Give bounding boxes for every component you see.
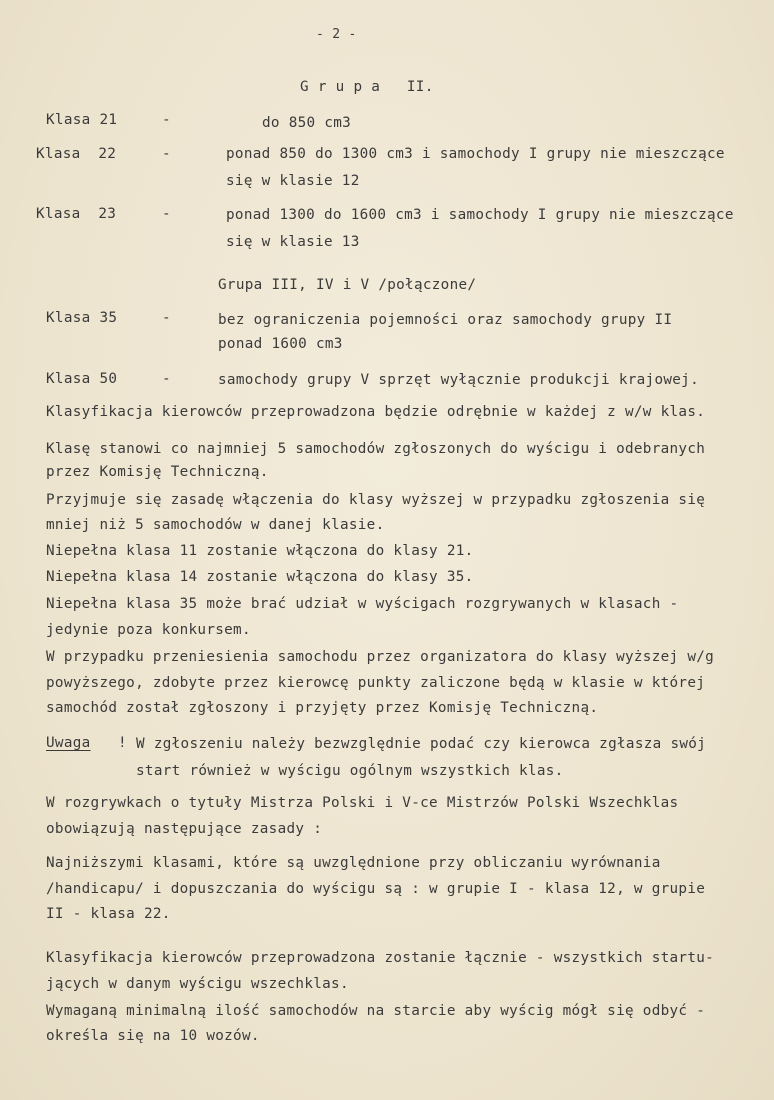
class-label: Klasa 35 <box>46 310 118 326</box>
class-description: samochody grupy V sprzęt wyłącznie produkcji krajowej. <box>218 372 700 388</box>
class-label: Klasa 23 <box>36 206 117 222</box>
body-line: W przypadku przeniesienia samochodu przez organizatora do klasy wyższej w/g <box>46 649 715 665</box>
class-description: się w klasie 13 <box>226 234 360 250</box>
body-line: powyższego, zdobyte przez kierowcę punkty zaliczone będą w klasie w której <box>46 675 706 691</box>
class-dash: - <box>162 310 171 326</box>
body-line: Niepełna klasa 11 zostanie włączona do klasy 21. <box>46 543 474 559</box>
section-title: G r u p a II. <box>300 79 434 95</box>
rules-line: W rozgrywkach o tytuły Mistrza Polski i V-ce Mistrzów Polski Wszechklas <box>46 795 679 811</box>
body-line: Klasyfikacja kierowców przeprowadzona będzie odrębnie w każdej z w/w klas. <box>46 404 706 420</box>
body-line: jedynie poza konkursem. <box>46 622 251 638</box>
class-description: bez ograniczenia pojemności oraz samochody grupy II <box>218 312 673 328</box>
handicap-line: /handicapu/ i dopuszczania do wyścigu są : w grupie I - klasa 12, w grupie <box>46 881 706 897</box>
class-label: Klasa 22 <box>36 146 117 162</box>
class-description: ponad 1600 cm3 <box>218 336 343 352</box>
body-line: przez Komisję Techniczną. <box>46 464 269 480</box>
handicap-line: Najniższymi klasami, które są uwzględnione przy obliczaniu wyrównania <box>46 855 661 871</box>
body-line: mniej niż 5 samochodów w danej klasie. <box>46 517 385 533</box>
note-mark: ! <box>118 735 127 751</box>
note-line: W zgłoszeniu należy bezwzględnie podać czy kierowca zgłasza swój <box>136 736 707 752</box>
class-label: Klasa 21 <box>46 112 118 128</box>
body-line: Niepełna klasa 35 może brać udział w wyścigach rozgrywanych w klasach - <box>46 596 679 612</box>
class-description: ponad 850 do 1300 cm3 i samochody I grupy nie mieszczące <box>226 146 725 162</box>
note-label: Uwaga <box>46 735 91 751</box>
class-description: ponad 1300 do 1600 cm3 i samochody I grupy nie mieszczące <box>226 207 734 223</box>
note-line: start również w wyścigu ogólnym wszystkich klas. <box>136 763 564 779</box>
class-dash: - <box>162 112 171 128</box>
handicap-line: II - klasa 22. <box>46 906 171 922</box>
class-label: Klasa 50 <box>46 371 118 387</box>
class-dash: - <box>162 206 171 222</box>
final-line: określa się na 10 wozów. <box>46 1028 260 1044</box>
rules-line: obowiązują następujące zasady : <box>46 821 323 837</box>
page-number: - 2 - <box>316 27 357 42</box>
class-description: do 850 cm3 <box>262 115 352 131</box>
final-line: Klasyfikacja kierowców przeprowadzona zostanie łącznie - wszystkich startu- <box>46 950 715 966</box>
class-dash: - <box>162 146 171 162</box>
body-line: Niepełna klasa 14 zostanie włączona do klasy 35. <box>46 569 474 585</box>
class-dash: - <box>162 371 171 387</box>
class-description: się w klasie 12 <box>226 173 360 189</box>
final-line: jących w danym wyścigu wszechklas. <box>46 976 349 992</box>
body-line: Przyjmuje się zasadę włączenia do klasy wyższej w przypadku zgłoszenia się <box>46 492 706 508</box>
group-subheading: Grupa III, IV i V /połączone/ <box>218 277 477 293</box>
body-line: samochód został zgłoszony i przyjęty przez Komisję Techniczną. <box>46 700 599 716</box>
body-line: Klasę stanowi co najmniej 5 samochodów zgłoszonych do wyścigu i odebranych <box>46 441 706 457</box>
final-line: Wymaganą minimalną ilość samochodów na starcie aby wyścig mógł się odbyć - <box>46 1003 706 1019</box>
